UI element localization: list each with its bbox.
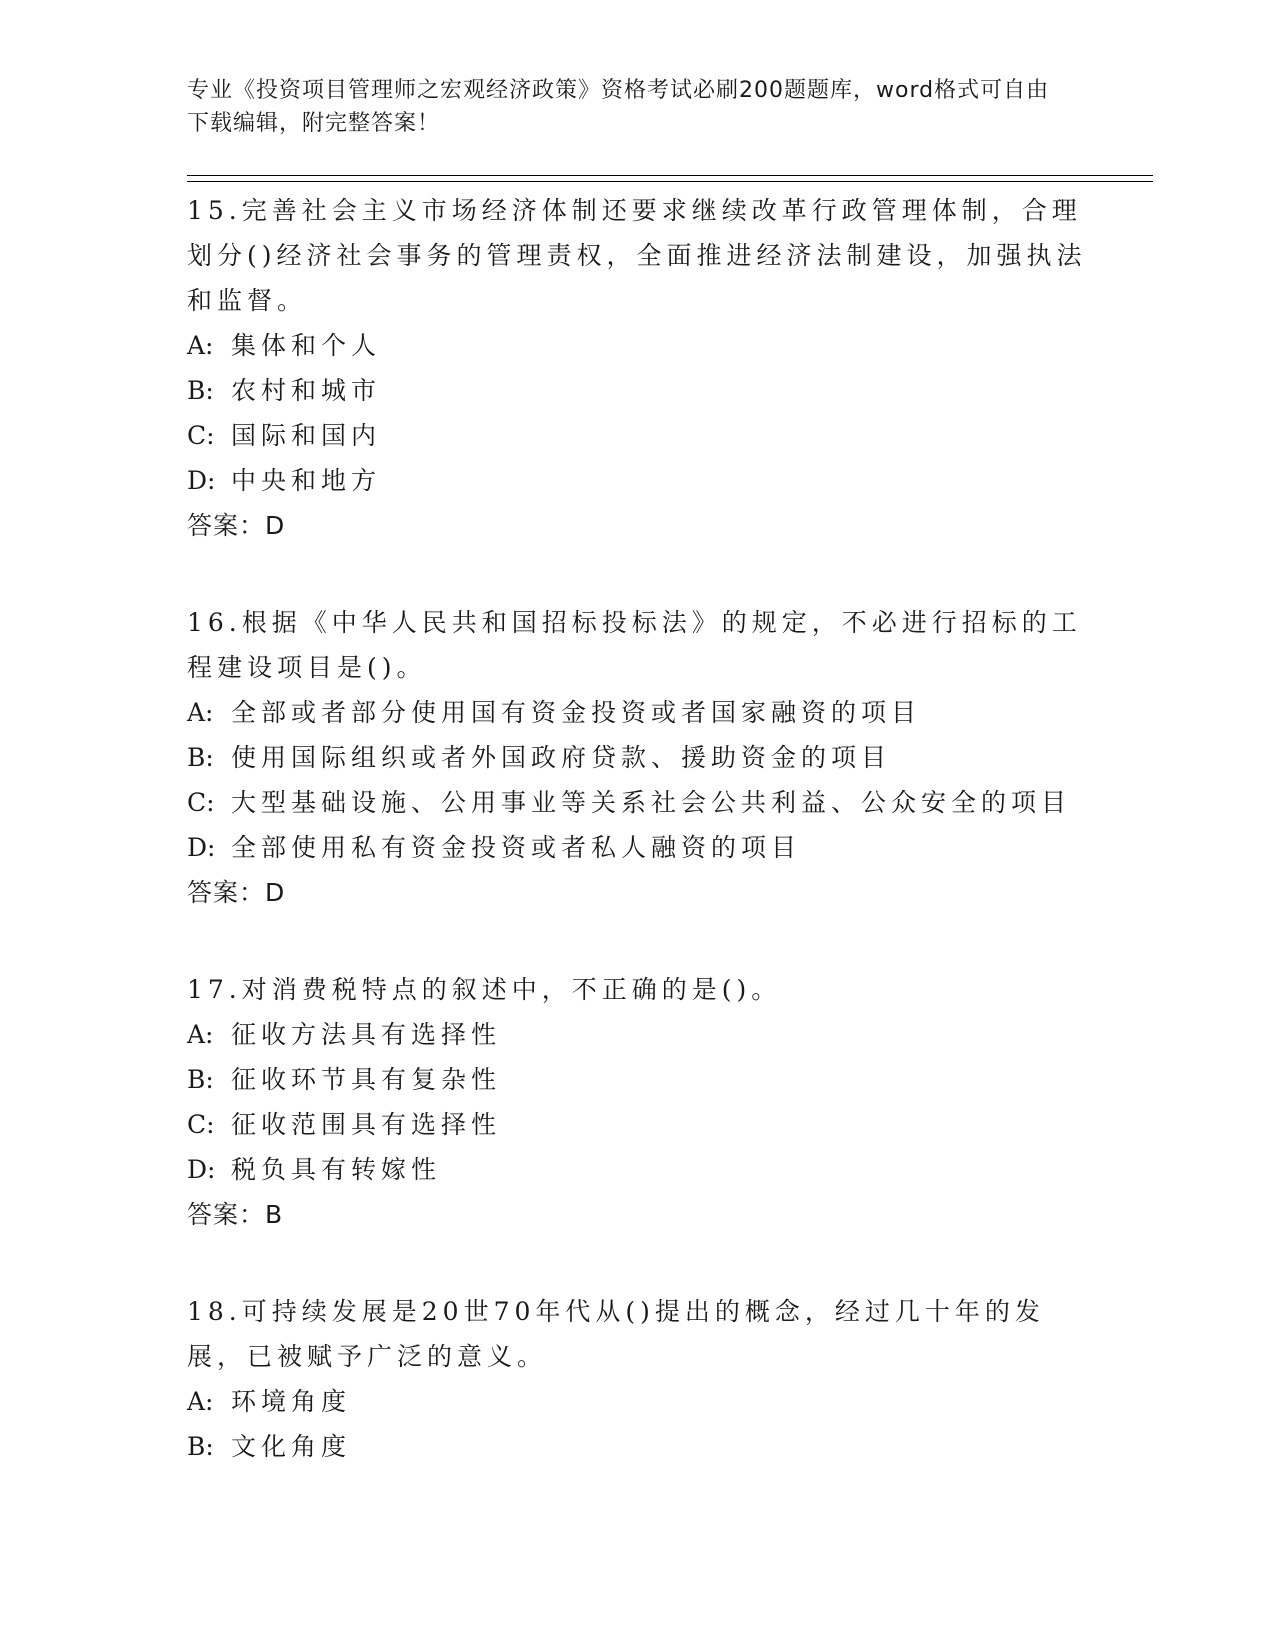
option-b bbox=[187, 1057, 1087, 1102]
option-text: 国际和国内 bbox=[231, 421, 382, 450]
header-text: 专业《投资项目管理师之宏观经济政策》资格考试必刷200题题库，word格式可自由下载编辑，附完整答案！ bbox=[187, 78, 1050, 136]
option-b bbox=[187, 368, 1087, 413]
question-list bbox=[187, 188, 1087, 1521]
option-text: 中央和地方 bbox=[231, 466, 382, 495]
option-letter: A: bbox=[187, 331, 214, 360]
answer-line: 答案：D bbox=[187, 511, 286, 540]
option-letter: B: bbox=[187, 743, 214, 772]
header-rule-bottom bbox=[187, 181, 1153, 182]
option-letter: A: bbox=[187, 698, 214, 727]
option-text: 文化角度 bbox=[231, 1432, 352, 1461]
option-a bbox=[187, 1379, 1087, 1424]
option-b bbox=[187, 735, 1087, 780]
option-a bbox=[187, 323, 1087, 368]
option-letter: D: bbox=[187, 1155, 216, 1184]
option-c bbox=[187, 413, 1087, 458]
option-text: 集体和个人 bbox=[231, 331, 382, 360]
option-text: 全部或者部分使用国有资金投资或者国家融资的项目 bbox=[231, 698, 922, 727]
question-stem: 16.根据《中华人民共和国招标投标法》的规定，不必进行招标的工程建设项目是()。 bbox=[187, 608, 1082, 682]
question-16 bbox=[187, 600, 1087, 915]
option-text: 征收方法具有选择性 bbox=[231, 1020, 502, 1049]
option-text: 大型基础设施、公用事业等关系社会公共利益、公众安全的项目 bbox=[231, 788, 1072, 817]
option-letter: B: bbox=[187, 376, 214, 405]
option-text: 使用国际组织或者外国政府贷款、援助资金的项目 bbox=[231, 743, 892, 772]
option-a bbox=[187, 690, 1087, 735]
option-text: 征收范围具有选择性 bbox=[231, 1110, 502, 1139]
option-c bbox=[187, 1102, 1087, 1147]
question-15 bbox=[187, 188, 1087, 548]
option-letter: D: bbox=[187, 466, 216, 495]
option-text: 全部使用私有资金投资或者私人融资的项目 bbox=[231, 833, 802, 862]
answer-line: 答案：B bbox=[187, 1200, 284, 1229]
question-stem: 18.可持续发展是20世70年代从()提出的概念，经过几十年的发展，已被赋予广泛的意义。 bbox=[187, 1297, 1045, 1371]
question-17 bbox=[187, 967, 1087, 1237]
option-letter: C: bbox=[187, 1110, 215, 1139]
option-d bbox=[187, 1147, 1087, 1192]
question-18 bbox=[187, 1289, 1087, 1469]
question-stem: 15.完善社会主义市场经济体制还要求继续改革行政管理体制，合理划分()经济社会事务的管理责权，全面推进经济法制建设，加强执法和监督。 bbox=[187, 196, 1087, 315]
option-a bbox=[187, 1012, 1087, 1057]
option-b bbox=[187, 1424, 1087, 1469]
option-d bbox=[187, 825, 1087, 870]
answer-line: 答案：D bbox=[187, 878, 286, 907]
question-stem: 17.对消费税特点的叙述中，不正确的是()。 bbox=[187, 975, 782, 1004]
option-text: 农村和城市 bbox=[231, 376, 382, 405]
option-text: 征收环节具有复杂性 bbox=[231, 1065, 502, 1094]
option-text: 环境角度 bbox=[231, 1387, 352, 1416]
document-header bbox=[187, 74, 1067, 140]
option-d bbox=[187, 458, 1087, 503]
option-letter: D: bbox=[187, 833, 216, 862]
option-letter: C: bbox=[187, 788, 215, 817]
option-text: 税负具有转嫁性 bbox=[231, 1155, 442, 1184]
header-rule-top bbox=[187, 175, 1153, 176]
option-c bbox=[187, 780, 1087, 825]
option-letter: C: bbox=[187, 421, 215, 450]
option-letter: A: bbox=[187, 1020, 214, 1049]
option-letter: A: bbox=[187, 1387, 214, 1416]
option-letter: B: bbox=[187, 1432, 214, 1461]
option-letter: B: bbox=[187, 1065, 214, 1094]
